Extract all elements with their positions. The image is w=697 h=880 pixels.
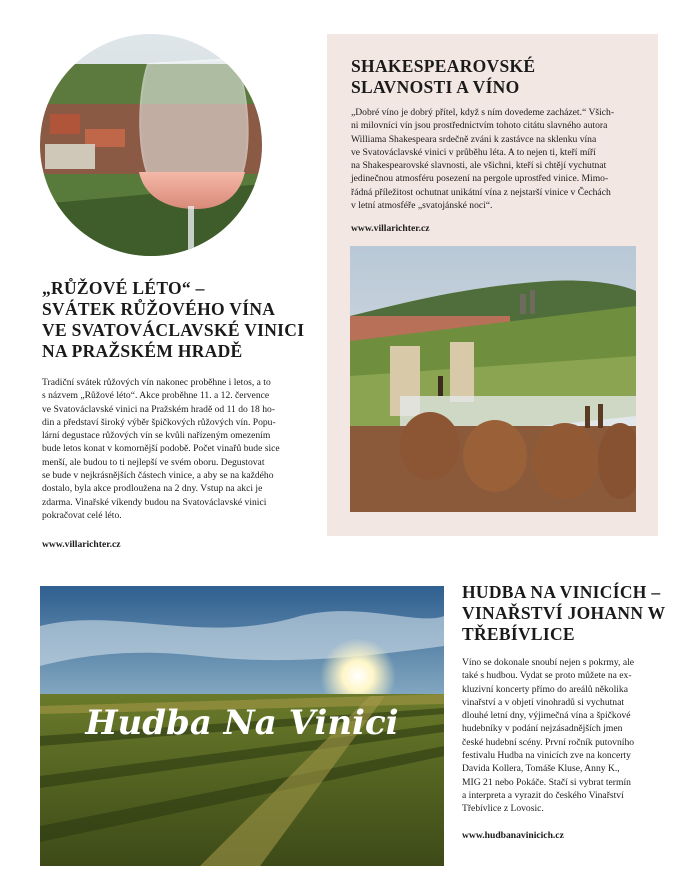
title-line: TŘEBÍVLICE xyxy=(462,624,575,644)
body-line: festivalu Hudba na vinicích zve na koncerty xyxy=(462,750,631,762)
body-line: ve Svatováclavské vinici na Pražském hradě od 11 do 18 ho- xyxy=(42,403,276,415)
rose-article-link[interactable]: www.villarichter.cz xyxy=(42,539,121,551)
body-line: řádná příležitost ochutnat unikátní vína z nejstarší vinice v Čechách xyxy=(351,186,611,198)
body-line: dostalo, byla akce prodloužena na 2 dny. Vstup na akci je xyxy=(42,483,263,495)
body-line: lární degustace růžových vín se kvůli nařízeným omezením xyxy=(42,430,271,442)
body-line: bude letos konat v komornější podobě. Počet vinařů bude sice xyxy=(42,443,280,455)
body-line: vinařství a v objetí vinohradů si vychutnat xyxy=(462,696,624,708)
body-line: a interpreta a vyrazit do českého Vinařství xyxy=(462,789,624,801)
body-line: s názvem „Růžové léto“. Akce proběhne 11. a 12. července xyxy=(42,390,270,402)
body-line: Víno se dokonale snoubí nejen s pokrmy, ale xyxy=(462,657,635,668)
body-line: Davida Kollera, Tomáše Kluse, Anny K., xyxy=(462,763,620,775)
vineyard-sunset-photo xyxy=(40,586,444,866)
body-line: ni milovníci vín jsou prostřednictvím tohoto citátu slavného autora xyxy=(351,120,608,132)
body-line: Tradiční svátek růžových vín nakonec proběhne i letos, a to xyxy=(42,377,271,388)
shakespeare-article-title xyxy=(351,56,535,98)
music-article-body xyxy=(462,656,662,816)
title-line: VE SVATOVÁCLAVSKÉ VINICI xyxy=(42,320,305,340)
body-line: pokračovat celé léto. xyxy=(42,509,122,521)
body-line: také s hudbou. Vydat se proto můžete na ex- xyxy=(462,670,632,682)
rose-wine-photo xyxy=(40,34,262,256)
title-line: VINAŘSTVÍ JOHANN W xyxy=(462,603,666,623)
body-line: zdarma. Vinařské víkendy budou na Svatováclavské vinici xyxy=(42,496,267,508)
title-line: SHAKESPEAROVSKÉ xyxy=(351,56,536,76)
vineyard-terrace-photo xyxy=(350,246,636,512)
music-article-link[interactable]: www.hudbanavinicich.cz xyxy=(462,829,564,841)
body-line: dlouhé letní dny, výjimečná vína a špičkové xyxy=(462,710,631,722)
body-line: se bude v nejkrásnějších částech vinice, a aby se na každého xyxy=(42,470,274,482)
body-line: menší, ale budou to ti nejlepší ve svém oboru. Degustovat xyxy=(42,456,265,468)
body-line: kluzivní koncerty přímo do areálů několika xyxy=(462,683,628,695)
shakespeare-article-link[interactable]: www.villarichter.cz xyxy=(351,223,430,234)
body-line: české hudební scény. První ročník putovního xyxy=(462,736,635,748)
music-article-title xyxy=(462,582,666,645)
shakespeare-article-box xyxy=(327,34,658,536)
shakespeare-article-body xyxy=(351,106,614,212)
body-line: hudebníky v podání nejzásadnějších jmen xyxy=(462,723,623,735)
body-line: Třebívlice z Lovosic. xyxy=(462,803,544,815)
title-line: SLAVNOSTI A VÍNO xyxy=(351,77,520,97)
body-line: „Dobré víno je dobrý přítel, když s ním dovedeme zacházet.“ Všich- xyxy=(351,107,615,118)
title-line: HUDBA NA VINICÍCH – xyxy=(462,582,661,602)
body-line: din a představí široký výběr špičkových růžových vín. Popu- xyxy=(42,416,276,428)
body-line: MIG 21 nebo Pokáče. Stačí si vybrat termín xyxy=(462,776,631,788)
title-line: „RŮŽOVÉ LÉTO“ – xyxy=(42,278,205,298)
body-line: ve Svatováclavské vinici v průběhu léta. A to nejen ti, kteří míří xyxy=(351,146,596,158)
body-line: jedinečnou atmosféru posezení na pergole uprostřed vinice. Mimo- xyxy=(351,173,609,185)
body-line: na Shakespearovské slavnosti, ale všichni, kteří si chtějí vychutnat xyxy=(351,160,607,172)
title-line: SVÁTEK RŮŽOVÉHO VÍNA xyxy=(42,299,276,319)
rose-summer-article xyxy=(42,278,304,550)
body-line: Williama Shakespeara srdečně zváni k zastávce na sklenku vína xyxy=(351,133,597,145)
music-article xyxy=(462,582,666,841)
music-image-script-text: Hudba Na Vinici xyxy=(85,703,399,743)
rose-article-title xyxy=(42,278,304,362)
body-line: v letní atmosféře „svatojánské noci“. xyxy=(351,200,493,212)
rose-article-body xyxy=(42,376,304,522)
title-line: NA PRAŽSKÉM HRADĚ xyxy=(42,341,243,361)
